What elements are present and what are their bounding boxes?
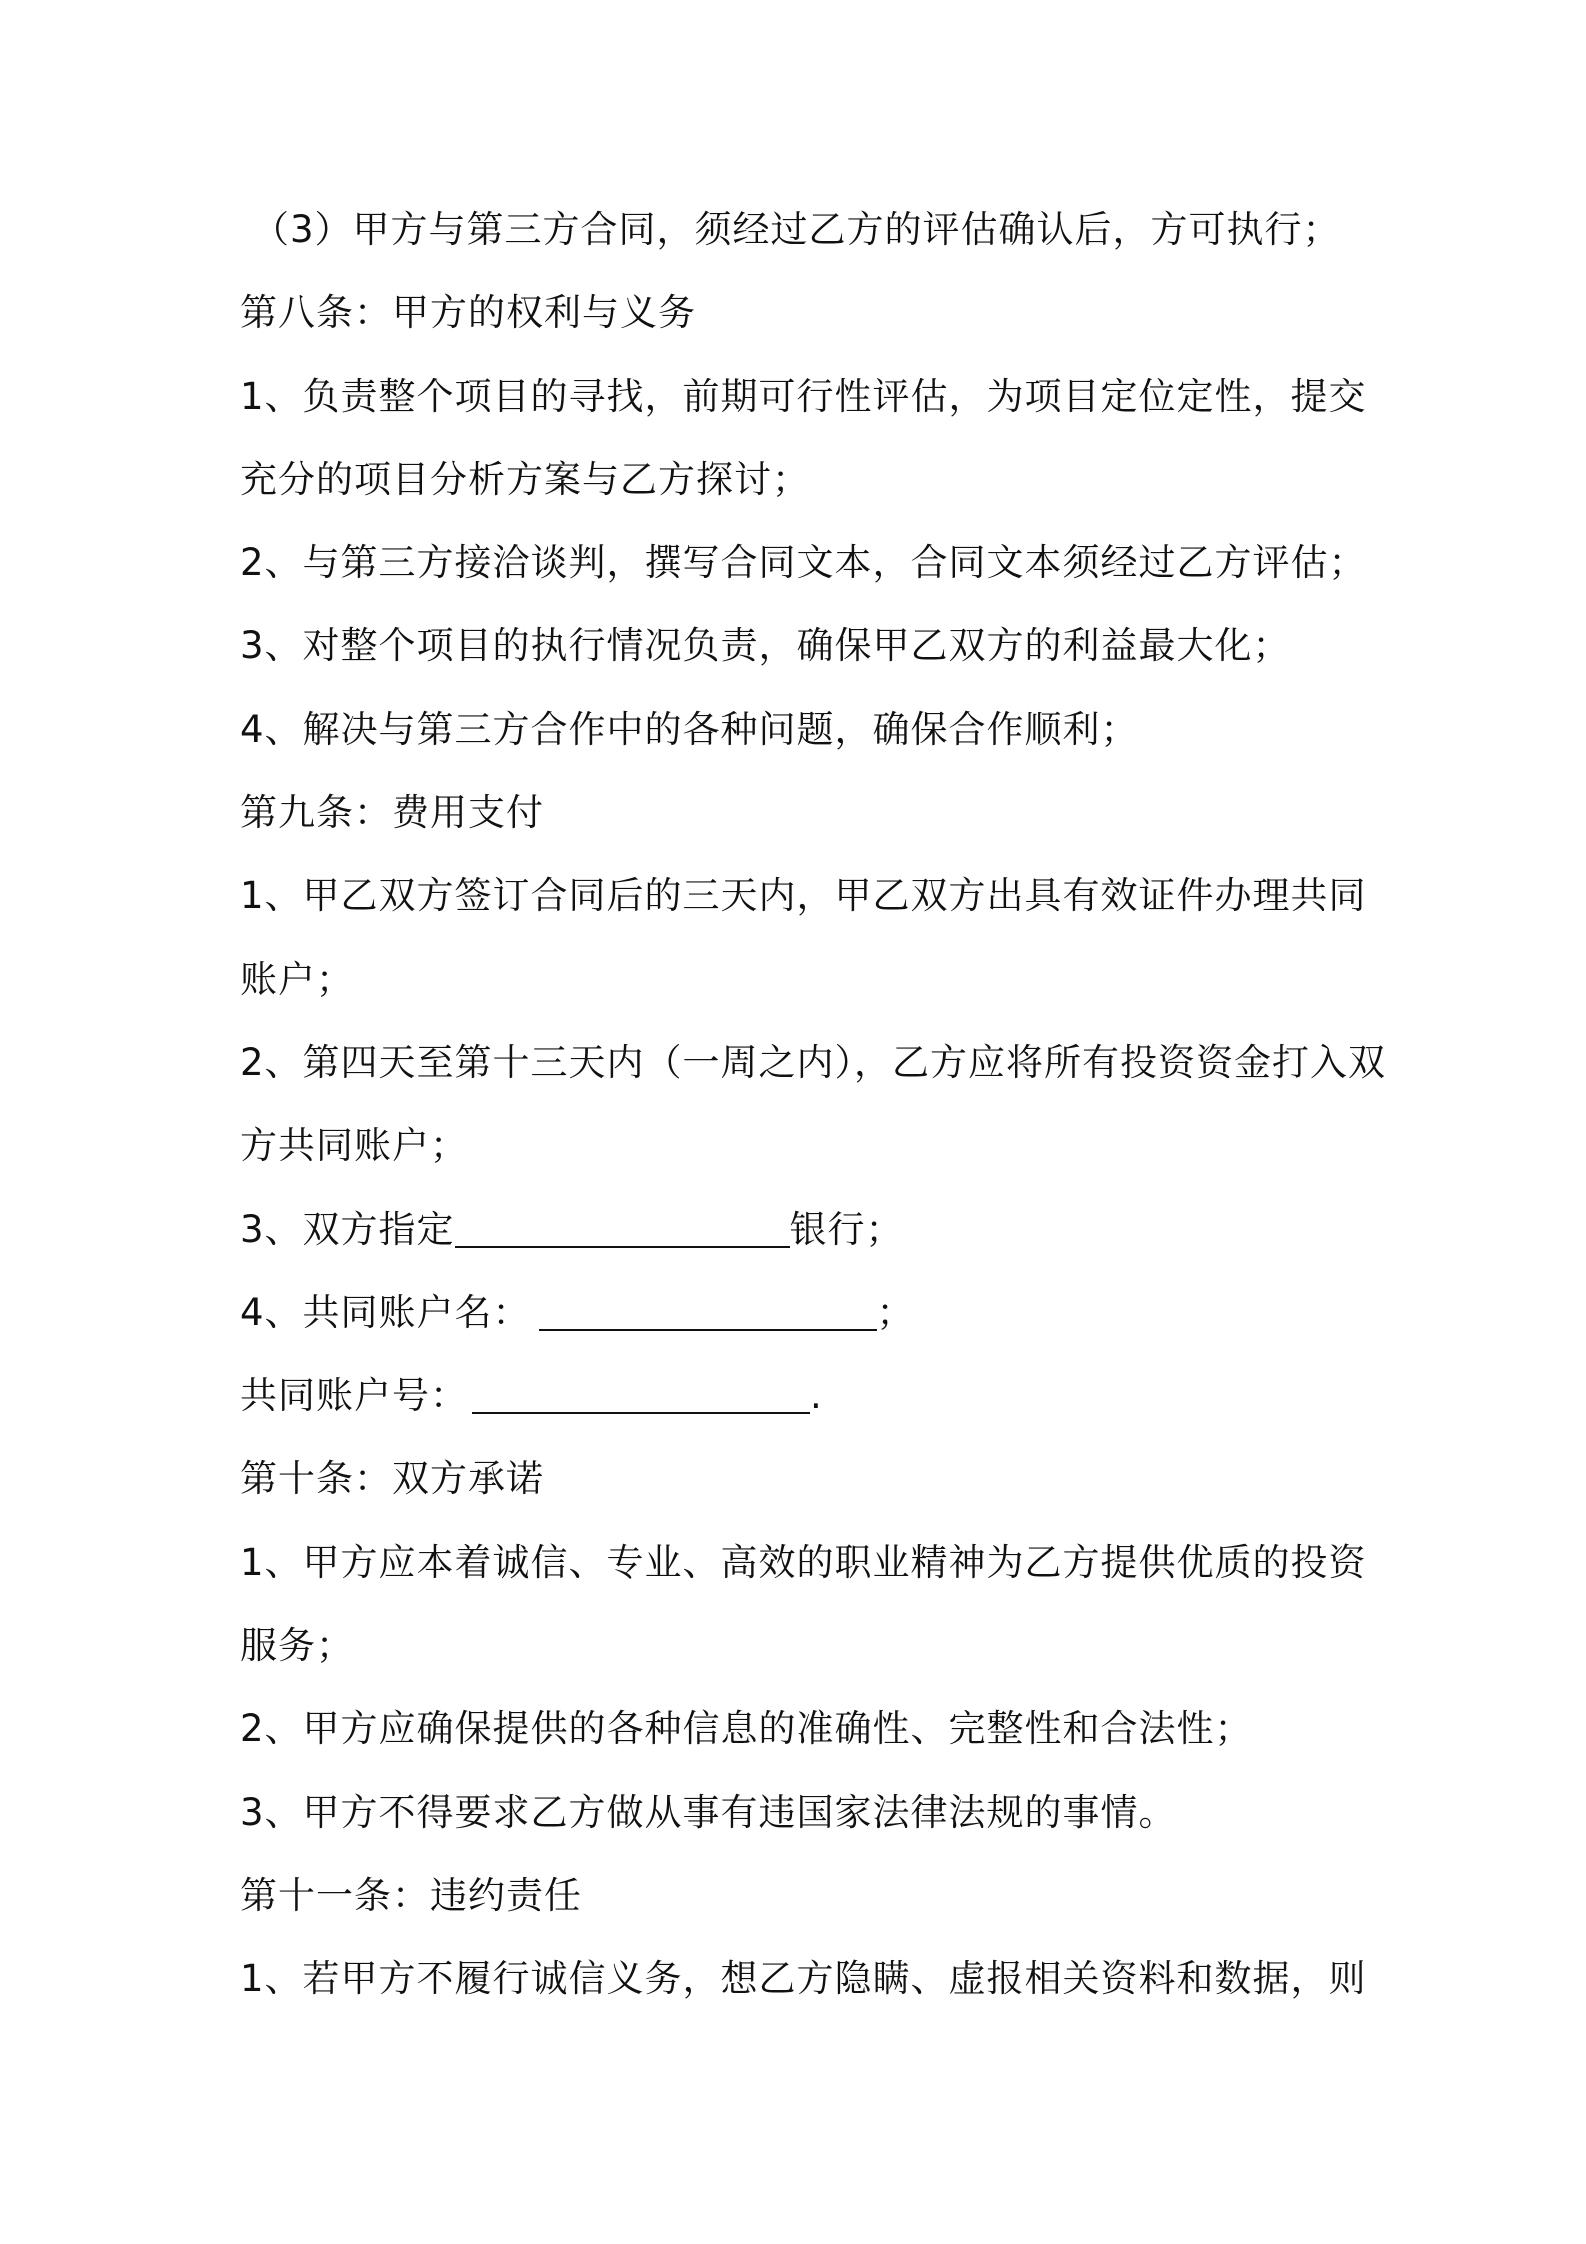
article-11-heading: 第十一条：违约责任 xyxy=(240,1873,582,1917)
account-name-prefix: 4、共同账户名： xyxy=(240,1290,531,1334)
article-9-heading: 第九条：费用支付 xyxy=(240,791,544,835)
bank-line-suffix: 银行； xyxy=(789,1207,904,1251)
article-9-item-1-line-2: 账户； xyxy=(240,957,354,1001)
article-10-item-1-line-1: 1、甲方应本着诚信、专业、高效的职业精神为乙方提供优质的投资 xyxy=(240,1540,1367,1584)
clause-3-third-party-contract: （3）甲方与第三方合同，须经过乙方的评估确认后，方可执行； xyxy=(252,208,1341,251)
account-number-line xyxy=(240,1354,1360,1437)
article-9-item-2-line-2: 方共同账户； xyxy=(240,1124,468,1168)
article-8-item-1-line-1: 1、负责整个项目的寻找，前期可行性评估，为项目定位定性，提交 xyxy=(240,374,1367,418)
document-body xyxy=(240,188,1387,2021)
article-9-item-3-bank xyxy=(240,1188,1360,1271)
bank-name-blank xyxy=(455,1206,790,1248)
article-9-item-2-line-1: 2、第四天至第十三天内（一周之内），乙方应将所有投资资金打入双 xyxy=(240,1040,1387,1084)
account-number-prefix: 共同账户号： xyxy=(240,1374,468,1418)
article-10-item-3: 3、甲方不得要求乙方做从事有违国家法律法规的事情。 xyxy=(240,1790,1177,1834)
account-number-suffix: . xyxy=(810,1374,823,1418)
account-number-blank xyxy=(472,1372,810,1414)
article-8-heading: 第八条：甲方的权利与义务 xyxy=(240,291,696,335)
article-10-heading: 第十条：双方承诺 xyxy=(240,1457,544,1501)
article-10-item-1-line-2: 服务； xyxy=(240,1624,354,1668)
article-8-item-4: 4、解决与第三方合作中的各种问题，确保合作顺利； xyxy=(240,707,1139,751)
article-9-item-1-line-1: 1、甲乙双方签订合同后的三天内，甲乙双方出具有效证件办理共同 xyxy=(240,874,1367,918)
article-8-item-3: 3、对整个项目的执行情况负责，确保甲乙双方的利益最大化； xyxy=(240,624,1291,668)
article-10-item-2: 2、甲方应确保提供的各种信息的准确性、完整性和合法性； xyxy=(240,1707,1253,1751)
article-8-item-1-line-2: 充分的项目分析方案与乙方探讨； xyxy=(240,457,810,501)
account-name-suffix: ； xyxy=(876,1290,915,1334)
article-9-item-4-account-name xyxy=(240,1271,1360,1354)
bank-line-prefix: 3、双方指定 xyxy=(240,1207,455,1251)
account-name-blank xyxy=(539,1289,877,1331)
article-8-item-2: 2、与第三方接洽谈判，撰写合同文本，合同文本须经过乙方评估； xyxy=(240,541,1367,585)
article-11-item-1-line-1: 1、若甲方不履行诚信义务，想乙方隐瞒、虚报相关资料和数据，则 xyxy=(240,1957,1367,2001)
